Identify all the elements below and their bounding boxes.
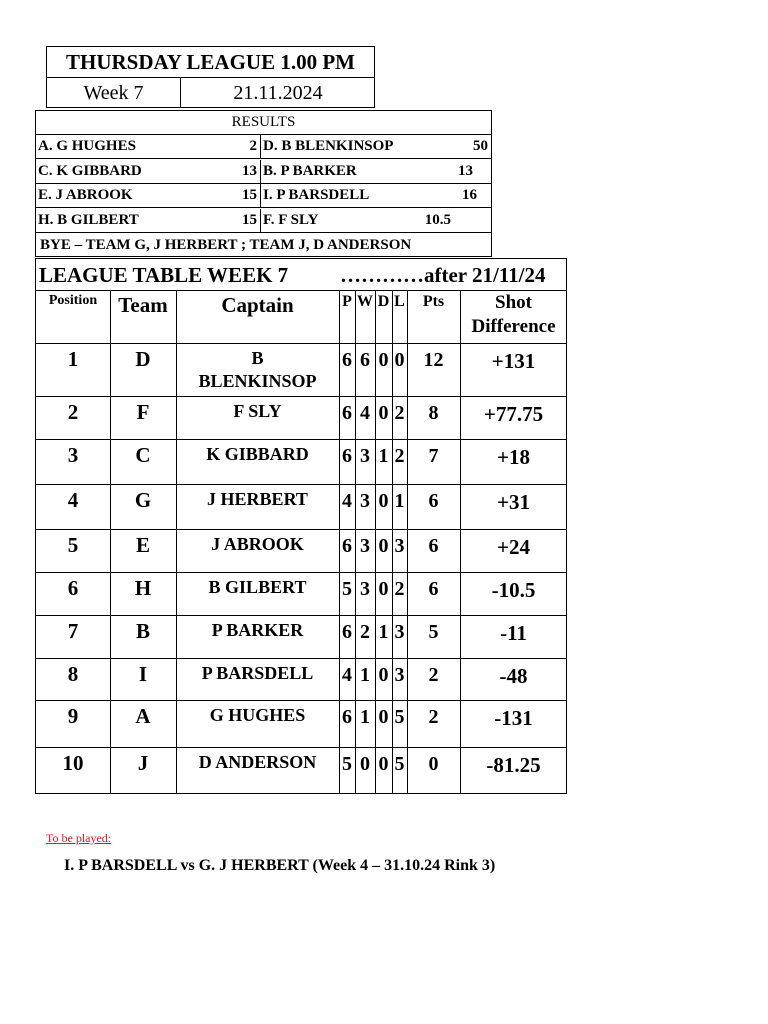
row-team: A [135,704,151,728]
header-w: W [357,293,373,310]
row-points: 6 [428,535,439,557]
result-right-name: B. P BARKER [263,162,357,179]
row-captain [176,704,339,727]
row-lost: 2 [394,445,405,467]
row-played: 6 [342,402,352,424]
result-left-score: 15 [242,211,257,228]
row-position: 4 [67,488,79,512]
row-points: 5 [428,621,439,643]
row-played: 4 [342,490,352,512]
header-l: L [394,293,405,310]
row-lost: 5 [394,753,405,775]
header-team: Team [118,293,168,317]
row-position: 10 [62,751,84,775]
row-captain [176,533,339,556]
row-captain-line1: J ABROOK [211,534,304,554]
result-left-score: 13 [242,162,257,179]
row-points: 12 [423,349,444,371]
row-lost: 3 [394,664,405,686]
row-divider [36,396,566,397]
row-won: 1 [360,664,370,686]
row-position: 3 [67,443,79,467]
result-right [261,135,491,158]
row-points: 7 [428,445,439,467]
row-played: 5 [342,753,352,775]
result-right [261,184,491,207]
row-captain [176,347,339,393]
row-won: 3 [360,445,370,467]
result-row [36,135,491,159]
result-right-score: 10.5 [424,211,451,228]
row-shot-difference: -48 [499,664,528,688]
result-row [36,209,491,233]
row-drawn: 0 [378,706,389,728]
row-points: 0 [428,753,439,775]
row-points: 8 [428,402,439,424]
row-won: 1 [360,706,370,728]
result-right [261,209,491,232]
row-divider [36,658,566,659]
row-team: B [135,619,150,643]
bye-note: BYE – TEAM G, J HERBERT ; TEAM J, D ANDERSON [40,236,412,253]
row-team: I [138,662,148,686]
row-shot-difference: +77.75 [483,402,544,426]
row-shot-difference: +24 [497,535,530,559]
row-won: 3 [360,578,370,600]
row-shot-difference: +18 [497,445,530,469]
league-header-title: THURSDAY LEAGUE 1.00 PM [47,47,374,78]
row-points: 6 [428,578,439,600]
row-divider [36,439,566,440]
row-shot-difference: -81.25 [486,753,541,777]
header-d: D [377,293,390,310]
row-played: 6 [342,621,352,643]
results-box [35,110,492,257]
row-shot-difference: +131 [491,349,536,373]
result-left-name: E. J ABROOK [38,187,133,203]
row-drawn: 0 [378,753,389,775]
row-won: 3 [360,535,370,557]
result-left [36,184,261,207]
pending-fixture: I. P BARSDELL vs G. J HERBERT (Week 4 – 31.10.24 Rink 3) [64,857,496,874]
row-divider [36,615,566,616]
league-table-after-date: …………after 21/11/24 [340,263,546,287]
row-won: 0 [360,753,370,775]
row-divider [36,747,566,748]
row-captain-line1: J HERBERT [207,489,308,509]
row-drawn: 1 [378,445,389,467]
row-played: 4 [342,664,352,686]
row-played: 6 [342,445,352,467]
result-left-name: H. B GILBERT [38,211,139,228]
row-captain [176,400,339,423]
row-won: 3 [360,490,370,512]
row-captain-line1: P BARSDELL [201,663,314,683]
row-captain-line1: B GILBERT [208,577,307,597]
row-shot-difference: +31 [497,490,530,514]
row-captain-line1: K GIBBARD [206,444,309,464]
row-drawn: 0 [378,402,389,424]
row-captain-line1: B [251,348,264,368]
row-drawn: 1 [378,621,389,643]
row-lost: 2 [394,578,405,600]
row-points: 6 [428,490,439,512]
header-box [46,46,375,108]
row-captain-line2: BLENKINSOP [198,371,317,391]
row-divider [36,572,566,573]
result-left-score: 15 [242,187,257,203]
result-left-name: A. G HUGHES [38,138,136,154]
row-played: 6 [342,535,352,557]
row-team: E [135,533,150,557]
result-right-name: I. P BARSDELL [263,187,370,203]
header-shot-difference [460,291,567,343]
row-drawn: 0 [378,578,389,600]
header-shot-line2: Difference [471,316,556,337]
row-drawn: 0 [378,535,389,557]
result-right-name: D. B BLENKINSOP [263,138,394,154]
row-lost: 1 [394,490,405,512]
row-position: 5 [67,533,79,557]
row-won: 6 [360,349,370,371]
row-position: 7 [67,619,79,643]
header-shot-line1: Shot [495,292,532,313]
result-left [36,160,261,183]
row-lost: 5 [394,706,405,728]
row-team: H [134,576,152,600]
result-right-score: 16 [462,187,477,203]
row-drawn: 0 [378,664,389,686]
week-label: Week 7 [47,78,181,108]
row-shot-difference: -11 [500,621,527,645]
header-pts: Pts [422,293,445,310]
result-left [36,209,261,232]
row-captain [176,488,339,511]
row-shot-difference: -131 [494,706,533,730]
row-position: 1 [67,347,79,371]
result-right-name: F. F SLY [263,211,319,228]
row-played: 5 [342,578,352,600]
to-be-played-label: To be played: [46,831,112,845]
result-left [36,135,261,158]
row-team: C [135,443,151,467]
row-points: 2 [428,706,439,728]
result-left-name: C. K GIBBARD [38,162,142,179]
row-team: G [134,488,152,512]
row-captain [176,576,339,599]
result-right-score: 13 [458,162,473,179]
row-divider [36,700,566,701]
row-played: 6 [342,706,352,728]
result-row [36,160,491,184]
result-right-score: 50 [473,138,488,154]
row-position: 9 [67,704,79,728]
date-label: 21.11.2024 [233,81,323,104]
row-captain-line1: P BARKER [211,620,304,640]
row-divider [36,484,566,485]
league-table-title-row [36,259,566,291]
header-captain: Captain [221,293,294,317]
row-captain [176,662,339,685]
results-heading: RESULTS [36,111,491,135]
row-drawn: 0 [378,490,389,512]
header-position: Position [48,293,98,308]
result-row [36,184,491,208]
row-divider [36,343,566,344]
row-captain [176,751,339,774]
row-drawn: 0 [378,349,389,371]
row-won: 2 [360,621,370,643]
row-lost: 0 [394,349,405,371]
league-table-title: LEAGUE TABLE WEEK 7 [39,263,289,287]
row-position: 8 [67,662,79,686]
row-lost: 2 [394,402,405,424]
league-table [35,258,567,794]
row-won: 4 [360,402,370,424]
row-team: F [136,400,150,424]
row-captain-line1: G HUGHES [209,705,306,725]
row-position: 2 [67,400,79,424]
row-lost: 3 [394,535,405,557]
row-points: 2 [428,664,439,686]
row-shot-difference: -10.5 [491,578,536,602]
result-left-score: 2 [249,138,257,154]
header-p: P [342,293,352,310]
row-divider [36,529,566,530]
row-played: 6 [342,349,352,371]
row-captain [176,443,339,466]
row-captain-line1: F SLY [233,401,282,421]
row-lost: 3 [394,621,405,643]
row-team: J [137,751,149,775]
row-position: 6 [67,576,79,600]
row-captain [176,619,339,642]
row-captain-line1: D ANDERSON [198,752,317,772]
row-team: D [135,347,151,371]
result-right [261,160,491,183]
